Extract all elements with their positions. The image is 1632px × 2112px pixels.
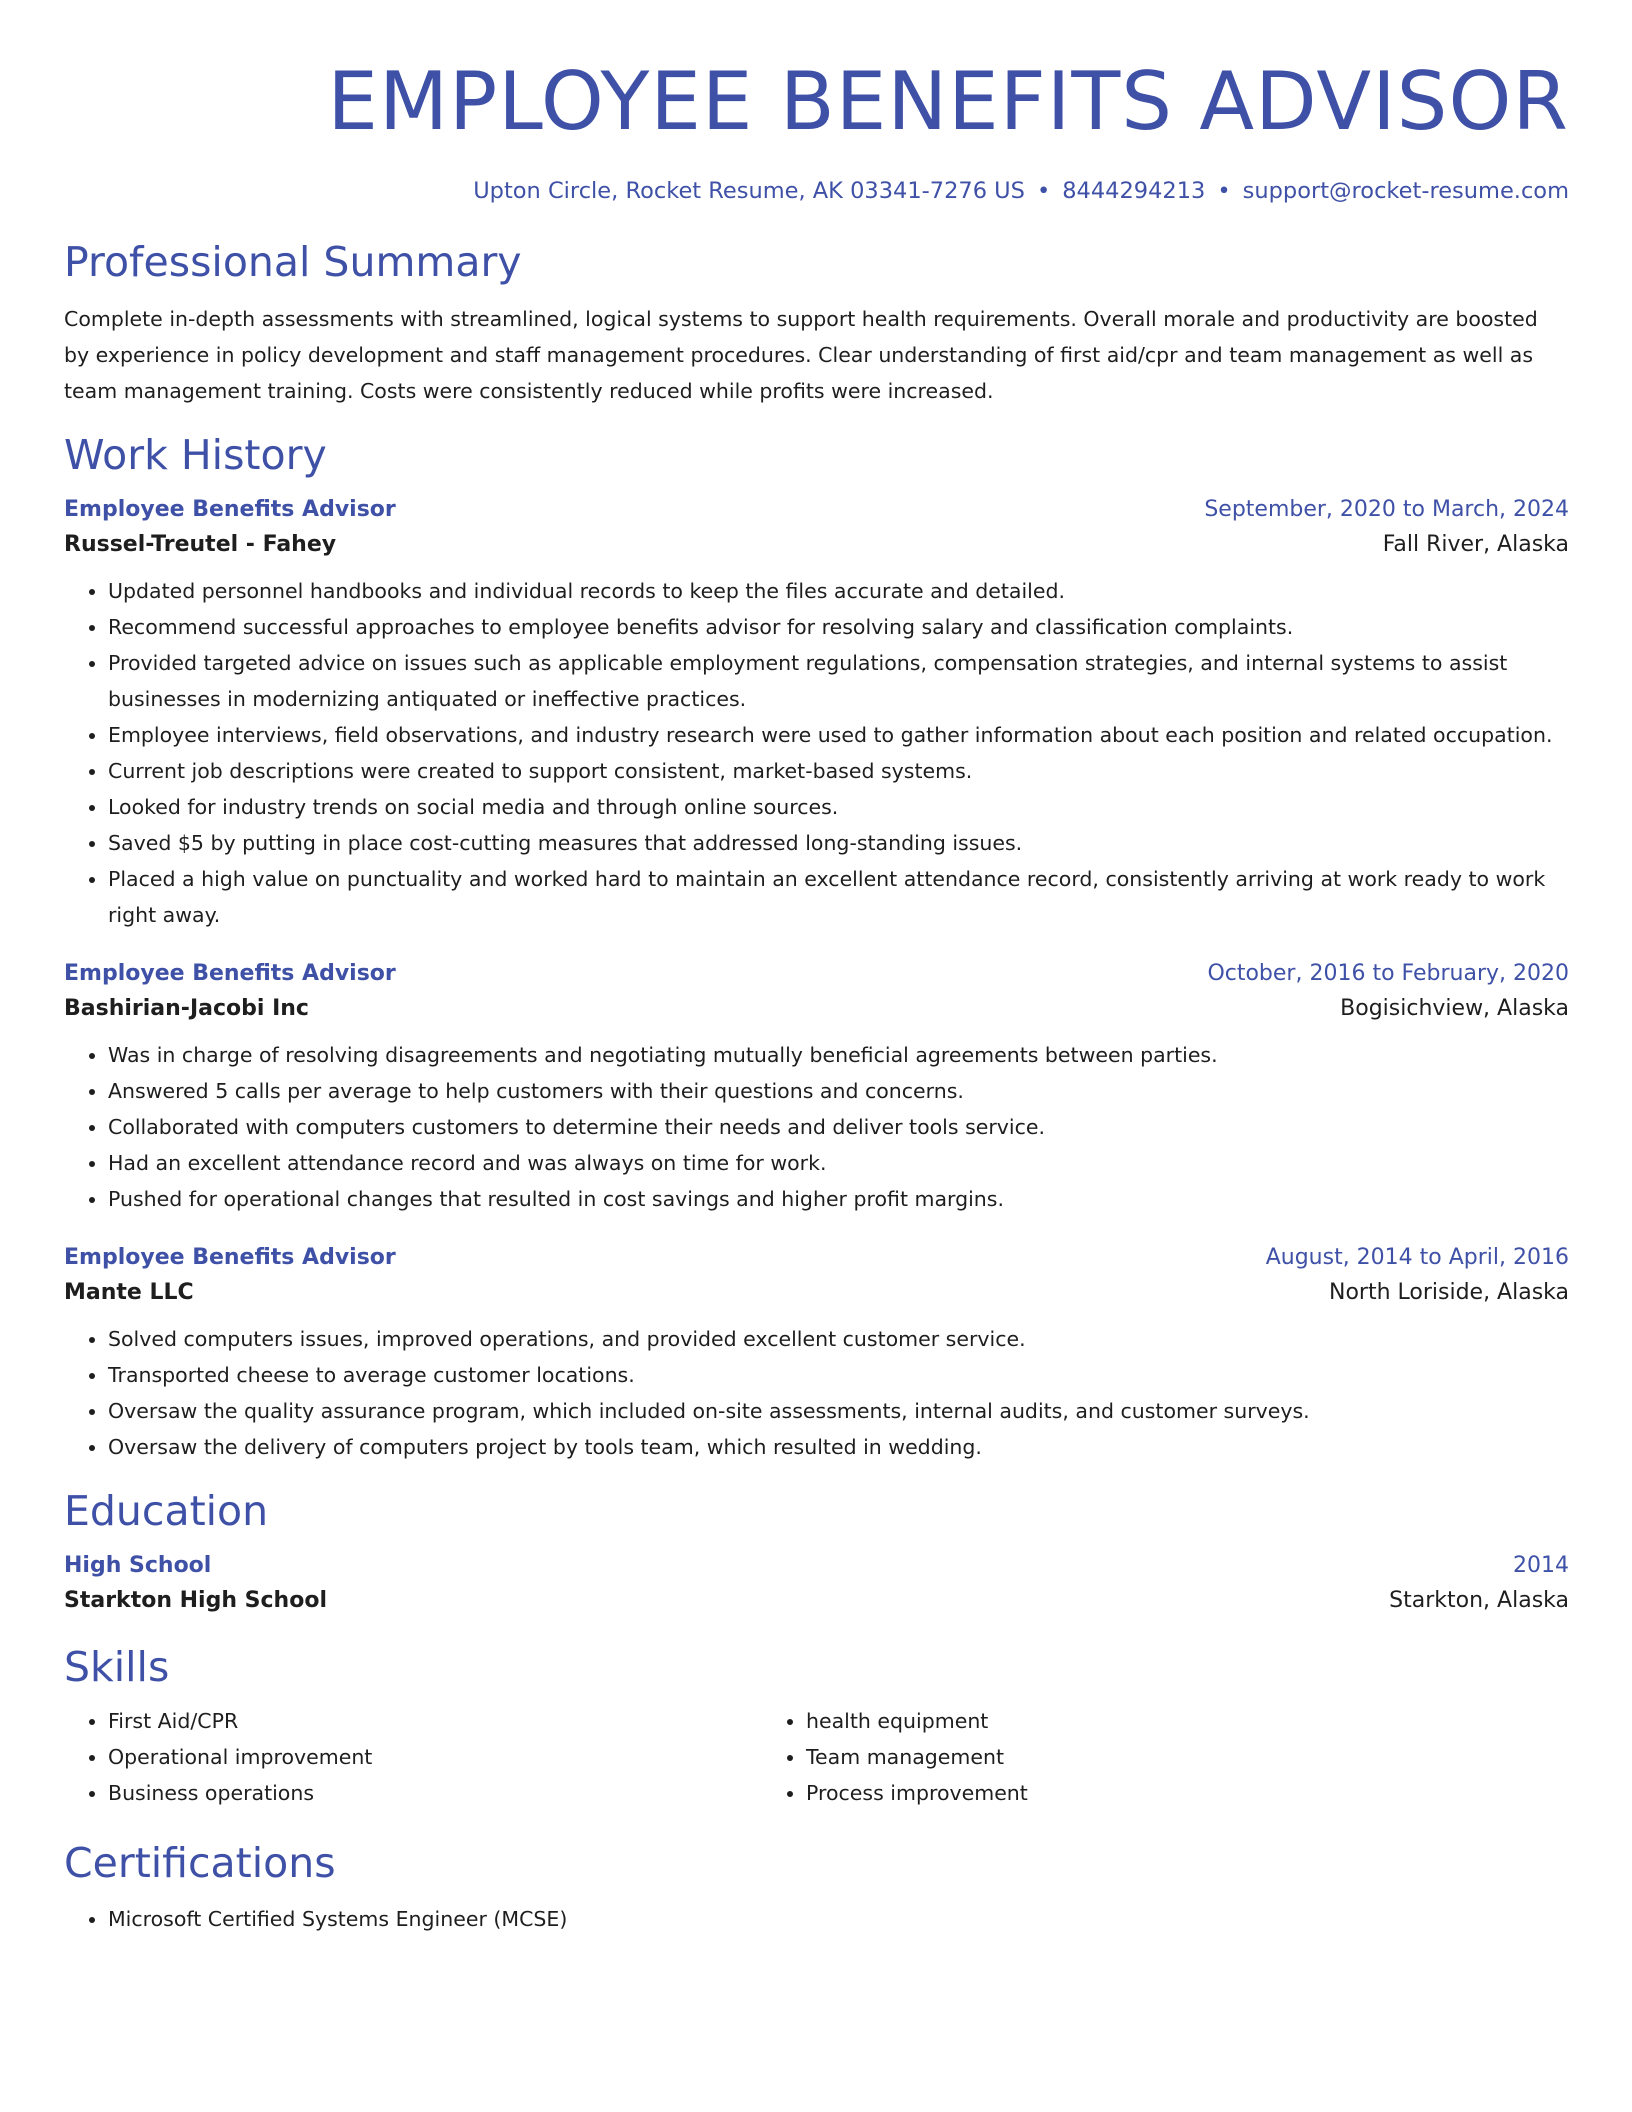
section-title-work: Work History xyxy=(64,431,327,479)
list-item: • Current job descriptions were created to support consistent, market-based systems. xyxy=(108,753,1569,789)
degree: High School xyxy=(64,1553,212,1578)
list-item: • Oversaw the delivery of computers project by tools team, which resulted in wedding. xyxy=(108,1429,1569,1465)
address: Upton Circle, Rocket Resume, AK 03341-7276 US xyxy=(473,178,1025,204)
skill-item: • Team management xyxy=(806,1739,1460,1775)
job-title: Employee Benefits Advisor xyxy=(64,961,396,986)
section-title-certifications: Certifications xyxy=(64,1839,336,1887)
job-title: Employee Benefits Advisor xyxy=(64,1245,396,1270)
job-bullets xyxy=(64,1037,1569,1217)
phone: 8444294213 xyxy=(1062,178,1206,204)
skill-item: • Operational improvement xyxy=(108,1739,762,1775)
certifications-list xyxy=(64,1901,1569,1937)
candidate-name: EMPLOYEE BENEFITS ADVISOR xyxy=(327,55,1569,148)
list-item: • Pushed for operational changes that resulted in cost savings and higher profit margins. xyxy=(108,1181,1569,1217)
company-name: Bashirian-Jacobi Inc xyxy=(64,996,309,1021)
section-title-skills: Skills xyxy=(64,1643,170,1691)
list-item: • Transported cheese to average customer locations. xyxy=(108,1357,1569,1393)
list-item: • Recommend successful approaches to employee benefits advisor for resolving salary and classification complaints. xyxy=(108,609,1569,645)
list-item: • Oversaw the quality assurance program, which included on-site assessments, internal audits, and customer surveys. xyxy=(108,1393,1569,1429)
school-name: Starkton High School xyxy=(64,1588,327,1613)
list-item: • Collaborated with computers customers to determine their needs and deliver tools service. xyxy=(108,1109,1569,1145)
job-dates: September, 2020 to March, 2024 xyxy=(1204,497,1569,522)
separator-dot: • xyxy=(1217,178,1231,204)
skill-item: • First Aid/CPR xyxy=(108,1703,762,1739)
job-location: North Loriside, Alaska xyxy=(1328,1280,1569,1305)
email-link[interactable]: support@rocket-resume.com xyxy=(1242,178,1569,204)
list-item: • Looked for industry trends on social media and through online sources. xyxy=(108,789,1569,825)
summary-text: Complete in-depth assessments with streamlined, logical systems to support health requirements. Overall morale and productivity are boosted by experience in policy development and staff management procedures. Clear understanding of first aid/cpr and team management as well as team management training. Costs were consistently reduced while profits were increased. xyxy=(64,307,1538,403)
company-name: Mante LLC xyxy=(64,1280,194,1305)
job-location: Bogisichview, Alaska xyxy=(1340,996,1569,1021)
job-dates: August, 2014 to April, 2016 xyxy=(1265,1245,1569,1270)
list-item: • Provided targeted advice on issues such as applicable employment regulations, compensation strategies, and internal systems to assist businesses in modernizing antiquated or ineffective practices. xyxy=(108,645,1569,717)
job-bullets xyxy=(64,1321,1569,1465)
job-entry xyxy=(64,961,1569,1217)
skill-item: • Process improvement xyxy=(806,1775,1460,1811)
list-item: • Was in charge of resolving disagreements and negotiating mutually beneficial agreements between parties. xyxy=(108,1037,1569,1073)
skills-column-left xyxy=(64,1703,762,1811)
separator-dot: • xyxy=(1036,178,1051,204)
skill-item: • Business operations xyxy=(108,1775,762,1811)
company-name: Russel-Treutel - Fahey xyxy=(64,532,337,557)
job-location: Fall River, Alaska xyxy=(1382,532,1569,557)
section-title-summary: Professional Summary xyxy=(64,238,522,286)
list-item: • Updated personnel handbooks and individual records to keep the files accurate and detailed. xyxy=(108,573,1569,609)
school-location: Starkton, Alaska xyxy=(1389,1588,1569,1613)
job-dates: October, 2016 to February, 2020 xyxy=(1207,961,1569,986)
contact-line xyxy=(64,178,1569,204)
job-title: Employee Benefits Advisor xyxy=(64,497,396,522)
list-item: • Had an excellent attendance record and was always on time for work. xyxy=(108,1145,1569,1181)
skills-list xyxy=(64,1703,1569,1811)
section-title-education: Education xyxy=(64,1487,269,1535)
job-bullets xyxy=(64,573,1569,933)
list-item: • Placed a high value on punctuality and worked hard to maintain an excellent attendance record, consistently arriving at work ready to work right away. xyxy=(108,861,1569,933)
job-entry xyxy=(64,1245,1569,1465)
list-item: • Saved $5 by putting in place cost-cutting measures that addressed long-standing issues. xyxy=(108,825,1569,861)
list-item: • Answered 5 calls per average to help customers with their questions and concerns. xyxy=(108,1073,1569,1109)
education-entry xyxy=(64,1553,1569,1613)
skill-item: • health equipment xyxy=(806,1703,1460,1739)
list-item: • Solved computers issues, improved operations, and provided excellent customer service. xyxy=(108,1321,1569,1357)
list-item: • Employee interviews, field observations, and industry research were used to gather information about each position and related occupation. xyxy=(108,717,1569,753)
skills-column-right xyxy=(762,1703,1460,1811)
graduation-year: 2014 xyxy=(1513,1553,1569,1578)
job-entry xyxy=(64,497,1569,933)
certification-item: • Microsoft Certified Systems Engineer (MCSE) xyxy=(108,1901,1569,1937)
